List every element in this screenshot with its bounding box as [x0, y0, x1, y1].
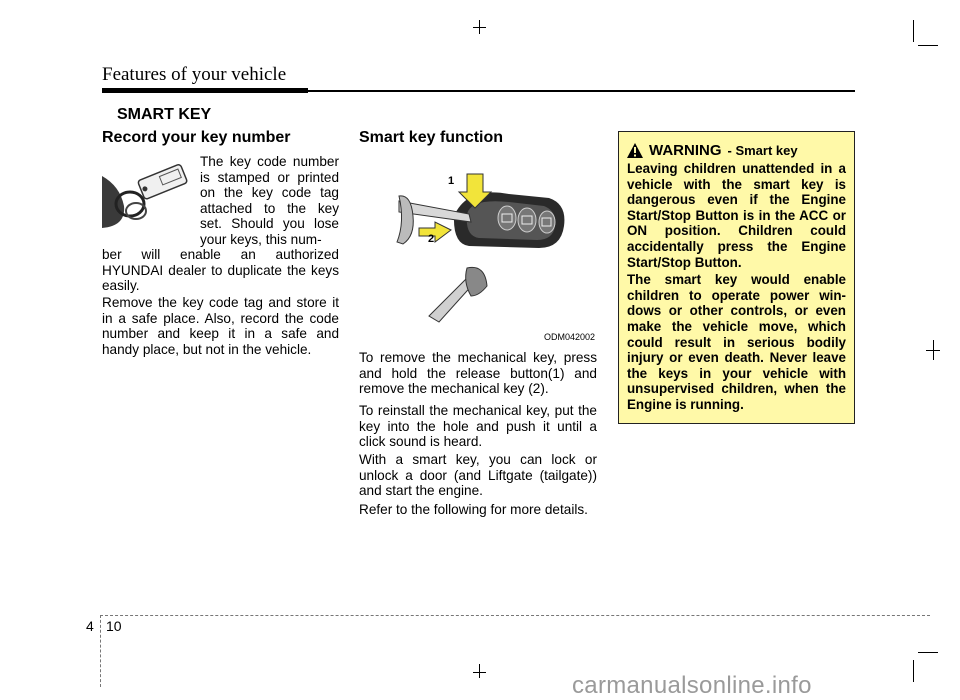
crop-mark-bottom-right [913, 660, 914, 682]
middle-para-1: To remove the mechanical key, press and hold the release button(1) and remove the mechanical key (2). [359, 350, 597, 397]
watermark: carmanualsonline.info [572, 672, 812, 699]
crop-mark-bottom [473, 672, 486, 673]
crop-mark-bottom-right [918, 652, 938, 653]
callout-label-1: 1 [448, 175, 455, 187]
smart-key-image [359, 156, 597, 342]
key-tag-illustration [102, 156, 195, 228]
warning-header [627, 142, 846, 159]
footer-rule [100, 615, 930, 616]
crop-mark-top-right [913, 20, 914, 42]
running-header-title: Features of your vehicle [102, 64, 287, 85]
chapter-number: 4 [86, 618, 94, 634]
warning-para-1: Leaving children unattended in a vehicle with the smart key is dangerous even if the Engine Start/Stop Button is in the ACC or ON position. Children could accidentally press the Engine Start/Stop Button. [627, 161, 846, 270]
crop-mark-top [473, 27, 486, 28]
middle-para-4: Refer to the following for more details. [359, 502, 588, 517]
left-para-2: Remove the key code tag and store it in a safe place. Also, record the code number and keep it in a safe and handy place, but not in the vehicle. [102, 295, 339, 357]
footer-vertical-rule [100, 615, 101, 687]
crop-mark-right [926, 350, 940, 351]
smart-key-illustration [359, 156, 597, 342]
section-title: SMART KEY [117, 106, 212, 123]
key-tag-image [102, 156, 195, 228]
middle-heading: Smart key function [359, 129, 504, 146]
image-code: ODM042002 [544, 332, 596, 342]
warning-title: WARNING [649, 142, 722, 159]
warning-subtitle: - Smart key [727, 143, 798, 158]
left-para-1-wrap: The key code number is stamped or printed on the key code tag attached to the key set. Should you lose your keys, this num- [200, 154, 339, 247]
middle-para-2: To reinstall the mechanical key, put the key into the hole and push it until a click sound is heard. [359, 403, 597, 450]
header-rule-thick [102, 88, 308, 93]
crop-mark-top-right [918, 45, 938, 46]
callout-label-2: 2 [428, 233, 435, 245]
warning-para-2: The smart key would enable children to operate power win- dows or other controls, or even make the vehicle move, which could result in serious bodily injury or even death. Never leave the keys in your vehicle with unsupervised children, when the Engine is running. [627, 272, 846, 412]
warning-triangle-icon [627, 143, 643, 158]
header-rule-thin [308, 90, 855, 92]
warning-box [618, 131, 855, 424]
page-number: 10 [106, 618, 122, 634]
left-heading: Record your key number [102, 129, 291, 146]
middle-para-3: With a smart key, you can lock or unlock a door (and Liftgate (tailgate)) and start the engine. [359, 452, 597, 499]
left-para-1-rest: ber will enable an authorized HYUNDAI dealer to duplicate the keys easily. [102, 247, 339, 294]
crop-mark-bottom [479, 664, 480, 678]
